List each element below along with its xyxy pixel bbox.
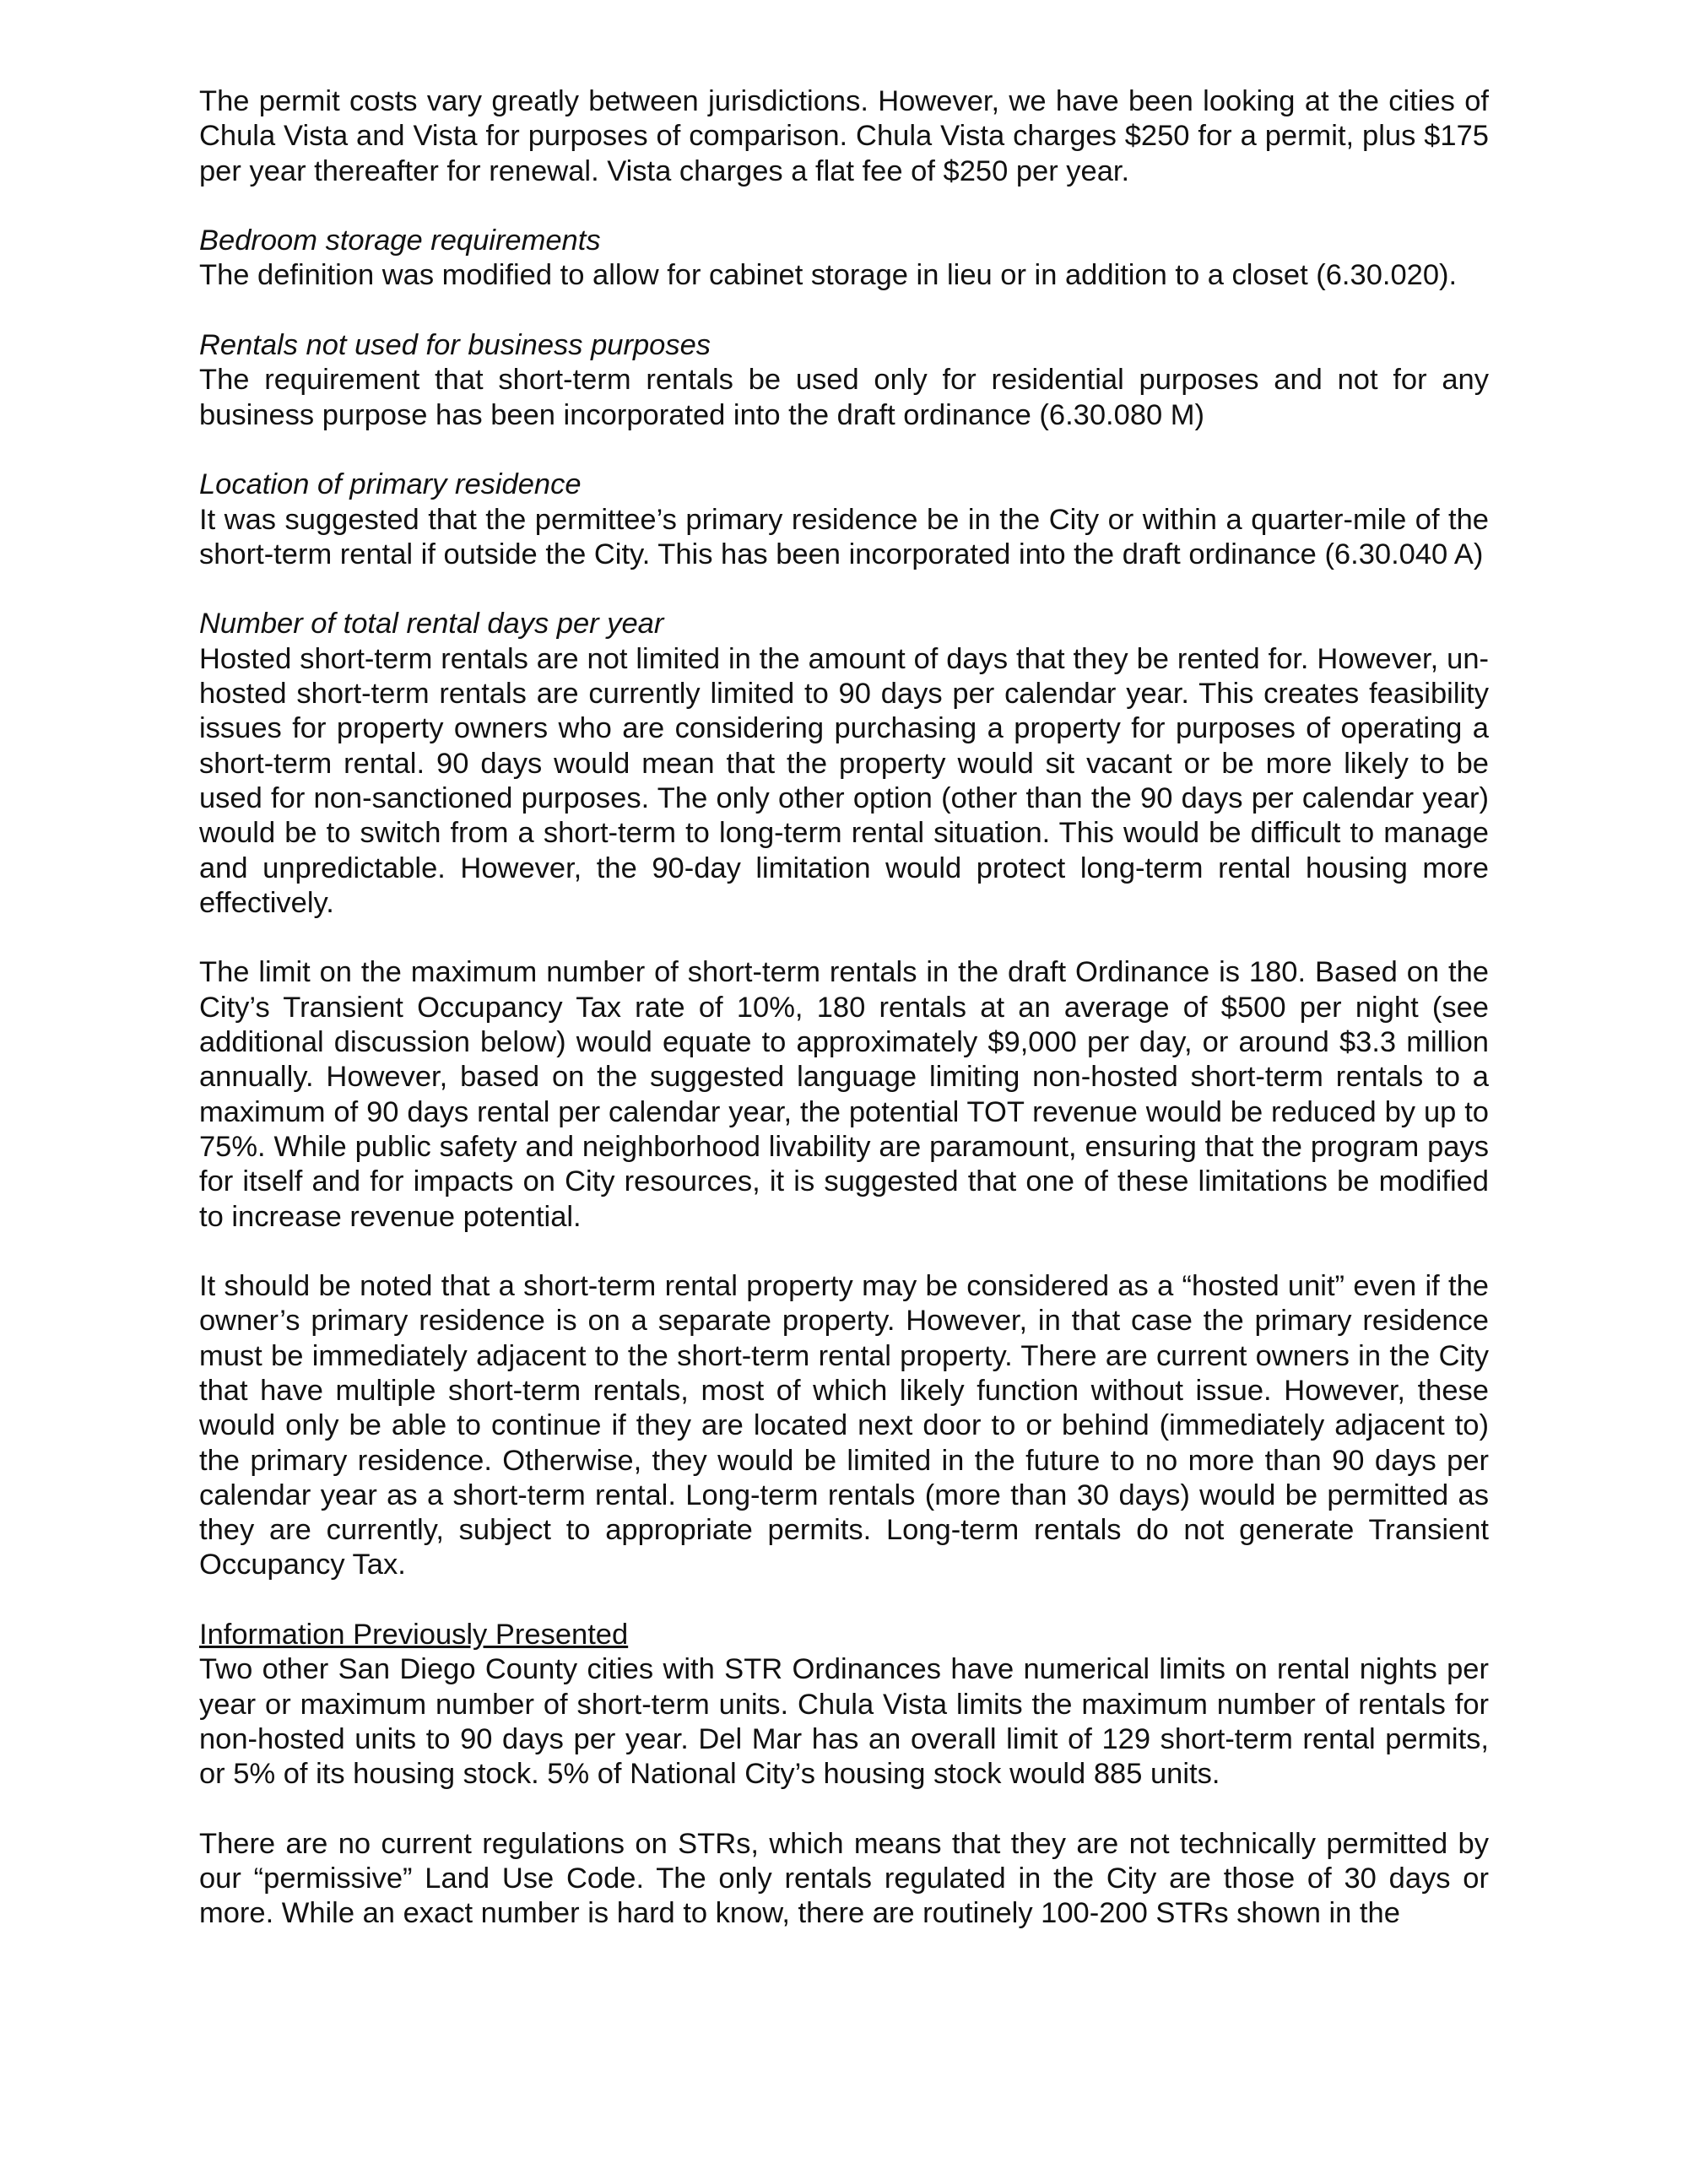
section-heading: Location of primary residence	[199, 468, 582, 501]
section-heading: Number of total rental days per year	[199, 608, 664, 641]
paragraph: Hosted short-term rentals are not limited in the amount of days that they be rented for. However, un-hosted short-term rentals are currently limited to 90 days per calendar year. This creates feasibility issues for property owners who are considering purchasing a property for purposes of operating a short-term rental. 90 days would mean that the property would sit vacant or be more likely to be used for non-sanctioned purposes. The only other option (other than the 90 days per calendar year) would be to switch from a short-term to long-term rental situation. This would be difficult to manage and unpredictable. However, the 90-day limitation would protect long-term rental housing more effectively.	[199, 642, 1489, 919]
paragraph: It was suggested that the permittee’s primary residence be in the City or within a quarter-mile of the short-term rental if outside the City. This has been incorporated into the draft ordinance (6.30.040 A)	[199, 503, 1489, 570]
section-heading: Information Previously Presented	[199, 1619, 629, 1652]
section-rental-days	[199, 607, 1489, 921]
paragraph: The limit on the maximum number of short-term rentals in the draft Ordinance is 180. Based on the City’s Transient Occupancy Tax rate of 10%, 180 rentals at an average of $500 per night (see additional discussion below) would equate to approximately $9,000 per day, or around $3.3 million annually. However, based on the suggested language limiting non-hosted short-term rentals to a maximum of 90 days rental per calendar year, the potential TOT revenue would be reduced by up to 75%. While public safety and neighborhood livability are paramount, ensuring that the program pays for itself and for impacts on City resources, it is suggested that one of these limitations be modified to increase revenue potential.	[199, 956, 1489, 1233]
section-hosted-unit	[199, 1269, 1489, 1583]
section-heading: Rentals not used for business purposes	[199, 329, 711, 362]
section-primary-residence	[199, 468, 1489, 572]
paragraph: The permit costs vary greatly between jurisdictions. However, we have been looking at the cities of Chula Vista and Vista for purposes of comparison. Chula Vista charges $250 for a permit, plus $175 per year thereafter for renewal. Vista charges a flat fee of $250 per year.	[199, 85, 1489, 187]
paragraph: There are no current regulations on STRs, which means that they are not technically permitted by our “permissive” Land Use Code. The only rentals regulated in the City are those of 30 days or more. While an exact number is hard to know, there are routinely 100-200 STRs shown in the	[199, 1827, 1489, 1930]
section-business-purposes	[199, 328, 1489, 433]
paragraph: It should be noted that a short-term rental property may be considered as a “hosted unit” even if the owner’s primary residence is on a separate property. However, in that case the primary residence must be immediately adjacent to the short-term rental property. There are current owners in the City that have multiple short-term rentals, most of which likely function without issue. However, these would only be able to continue if they are located next door to or behind (immediately adjacent to) the primary residence. Otherwise, they would be limited in the future to no more than 90 days per calendar year as a short-term rental. Long-term rentals (more than 30 days) would be permitted as they are currently, subject to appropriate permits. Long-term rentals do not generate Transient Occupancy Tax.	[199, 1270, 1489, 1581]
section-heading: Bedroom storage requirements	[199, 224, 601, 257]
section-permit-costs	[199, 84, 1489, 189]
section-information-previously-presented	[199, 1618, 1489, 1792]
paragraph: The definition was modified to allow for cabinet storage in lieu or in addition to a closet (6.30.020).	[199, 259, 1458, 292]
document-page	[199, 84, 1489, 1932]
paragraph: The requirement that short-term rentals be used only for residential purposes and not for any business purpose has been incorporated into the draft ordinance (6.30.080 M)	[199, 364, 1489, 431]
section-bedroom-storage	[199, 224, 1489, 294]
section-maximum-rentals	[199, 955, 1489, 1234]
section-current-regulations	[199, 1827, 1489, 1932]
paragraph: Two other San Diego County cities with STR Ordinances have numerical limits on rental nights per year or maximum number of short-term units. Chula Vista limits the maximum number of rentals for non-hosted units to 90 days per year. Del Mar has an overall limit of 129 short-term rental permits, or 5% of its housing stock. 5% of National City’s housing stock would 885 units.	[199, 1653, 1489, 1791]
